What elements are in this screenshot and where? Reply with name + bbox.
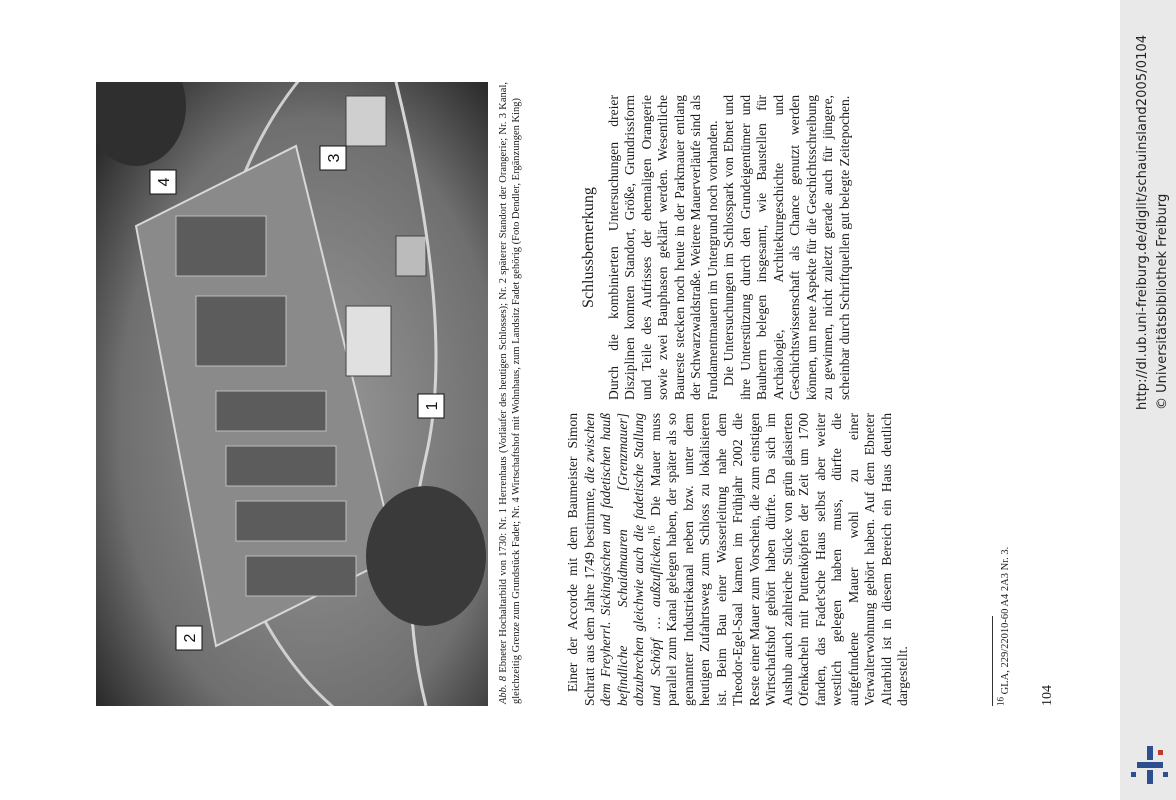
caption-text: Ebneter Hochaltarbild von 1730: Nr. 1 Herrenhaus (Vorläufer des heutigen Schlosses); Nr. 2 späterer Standort der Orangerie; Nr. 3 Kanal, gleichzeitig Grenze zum Grundstück Fadet; Nr. 4 Wirtschaftshof mit Wohnhaus, zum Landsitz Fadet gehörig (Foto Dendler, Ergänzungen King) (498, 82, 522, 704)
footnote-divider (992, 616, 993, 706)
page-number: 104 (1040, 685, 1055, 706)
paragraph (565, 413, 912, 706)
figure-label-3: 3 (326, 153, 343, 163)
copyright-notice: © Universitätsbibliothek Freiburg (1155, 193, 1170, 410)
paragraph: Durch die kombinierten Untersuchungen dreier Disziplinen konnten Standort, Größe, Grundrissform und Teile des Aufrisses der ehemaligen Orangerie sowie zwei Bauphasen geklärt werden. Wesentliche Baureste stecken noch heute in der Parkmauer entlang der Schwarzwaldstraße. Weitere Mauerverläufe sind als Fundamentmauern im Untergrund noch vorhanden. (605, 95, 720, 400)
figure-label-1: 1 (424, 401, 441, 411)
figure-label-2: 2 (182, 633, 199, 643)
figure-caption (498, 82, 524, 704)
footnote-ref[interactable]: 16 (645, 525, 656, 535)
library-logo-icon (1127, 742, 1173, 788)
footnote-marker: 16 (995, 697, 1006, 706)
caption-label: Abb. 8 (498, 675, 509, 704)
paragraph-text: Die Mauer muss parallel zum Kanal gelegen haben, der später als so genannter Industriekanal neben bzw. unter dem heutigen Zufahrtsweg zum Schloss zu lokalisieren ist. Beim Bau einer Wasserleitung nahe dem Theodor-Egel-Saal kamen im Frühjahr 2002 die Reste einer Mauer zum Vorschein, die zum einstigen Wirtschaftshof gehört haben dürfte. Da sich im Aushub auch zahlreiche Stücke von grün glasierten Ofenkacheln mit Puttenköpfen der Zeit um 1700 fanden, das Fadet'sche Haus selbst aber weiter westlich gelegen haben muss, dürfte die aufgefundene Mauer wohl zu einer Verwalterwohnung gehört haben. Auf dem Ebneter Altarbild ist in diesem Bereich ein Haus deutlich dargestellt. (647, 413, 910, 706)
quoted-text: die zwischen dem Freyherrl. Sickingischen und fadetischen hauß befindliche Schaidmauren [Grenzmauer] abzubrechen gleichwie auch die fadetische Stallung und Schöpf … außzuflicken. (581, 412, 663, 706)
footnote-text: GLA, 229/22010-60 A4 2A3 Nr. 3. (1000, 546, 1011, 695)
altar-painting-photo (96, 82, 488, 706)
footnote (995, 406, 1011, 706)
paragraph-text: Einer der Accorde mit dem Baumeister Simon Schratt aus dem Jahre 1749 bestimmte, (565, 413, 597, 706)
text-column-left (565, 413, 912, 706)
text-column-right (565, 95, 853, 400)
figure-label-4: 4 (156, 177, 173, 187)
source-url[interactable]: http://dl.ub.uni-freiburg.de/diglit/schauinsland2005/0104 (1135, 34, 1150, 410)
paragraph: Die Untersuchungen im Schlosspark von Ebnet und ihre Unterstützung durch den Grundeigentümer und Bauherrn belegen insgesamt, wie Baustellen für Archäologie, Architekturgeschichte und Geschichtswissenschaft als Chance genutzt werden können, um neue Aspekte für die Geschichtsschreibung zu gewinnen, nicht zuletzt gerade auch für jüngere, scheinbar durch Schriftquellen gut belegte Zeitepochen. (721, 95, 852, 400)
section-heading: Schlussbemerkung (580, 187, 597, 308)
